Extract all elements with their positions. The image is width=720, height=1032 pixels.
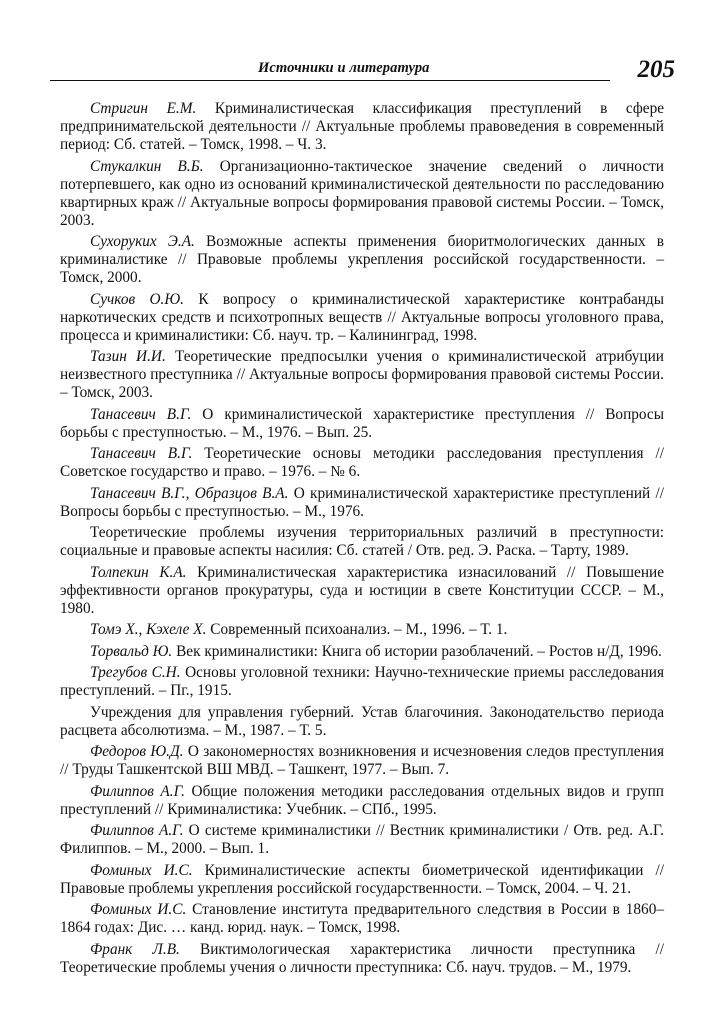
bibliography-entry	[60, 348, 664, 406]
bibliography-entry	[60, 406, 664, 446]
entry-text: Современный психоанализ. – М., 1996. – Т. 1.	[206, 621, 508, 638]
entry-author: Танасевич В.Г.	[90, 445, 193, 462]
bibliography-entry	[60, 564, 664, 622]
entry-text: О криминалистической характеристике преступлений // Вопросы борьбы с преступностью. – М., 1976.	[60, 484, 665, 520]
bibliography-entry	[60, 743, 664, 783]
bibliography-entry	[60, 704, 664, 744]
entry-text: К вопросу о криминалистической характеристике контрабанды наркотических средств и психотропных веществ // Актуальные вопросы уголовного права, процесса и криминалистики: Сб. науч. тр. – Калининград, 1998.	[60, 290, 664, 344]
bibliography-entry	[60, 822, 664, 862]
entry-text: Становление института предварительного следствия в России в 1860–1864 годах: Дис. … канд. юрид. наук. – Томск, 1998.	[60, 901, 664, 936]
entry-text: Учреждения для управления губерний. Устав благочиния. Законодательство периода расцвета абсолютизма. – М., 1987. – Т. 5.	[60, 703, 664, 739]
entry-author: Трегубов С.Н.	[90, 664, 181, 681]
entry-author: Танасевич В.Г.	[90, 405, 192, 423]
entry-author: Сухоруких Э.А.	[90, 233, 195, 250]
entry-author: Тазин И.И.	[90, 348, 166, 365]
running-header	[50, 56, 675, 90]
entry-text: Теоретические проблемы изучения территориальных различий в преступности: социальные и правовые аспекты насилия: Сб. статей / Отв. ред. Э. Раска. – Тарту, 1989.	[60, 524, 664, 559]
bibliography-entry	[60, 621, 664, 643]
bibliography-entry	[60, 664, 664, 704]
entry-text: Возможные аспекты применения биоритмологических данных в криминалистике // Правовые проблемы укрепления российской государственности. – Томск, 2000.	[60, 233, 664, 286]
entry-author: Торвальд Ю.	[90, 642, 173, 660]
page-number: 205	[637, 56, 675, 83]
bibliography-entry	[60, 524, 664, 564]
entry-text: Век криминалистики: Книга об истории разоблачений. – Ростов н/Д, 1996.	[172, 642, 662, 660]
bibliography-entry	[60, 100, 664, 158]
running-title: Источники и литература	[258, 60, 430, 76]
entry-author: Сучков О.Ю.	[90, 290, 184, 308]
entry-author: Федоров Ю.Д.	[90, 743, 184, 760]
entry-author: Франк Л.В.	[90, 940, 180, 958]
entry-text: Теоретические основы методики расследования преступления // Советское государство и право. – 1976. – № 6.	[60, 445, 665, 480]
bibliography-entry	[60, 233, 664, 291]
entry-text: Виктимологическая характеристика личности преступника // Теоретические проблемы учения о личности преступника: Сб. науч. трудов. – М., 1979.	[60, 940, 664, 976]
entry-text: Организационно-тактическое значение сведений о личности потерпевшего, как одно из оснований криминалистической деятельности по расследованию квартирных краж // Актуальные вопросы формирования правовой системы России. – Томск, 2003.	[60, 157, 664, 229]
entry-author: Танасевич В.Г., Образцов В.А.	[90, 484, 289, 502]
entry-text: Общие положения методики расследования отдельных видов и групп преступлений // Криминалистика: Учебник. – СПб., 1995.	[60, 782, 664, 818]
bibliography-entry	[60, 643, 664, 665]
entry-author: Стукалкин В.Б.	[90, 157, 204, 175]
entry-text: Криминалистическая характеристика изнасилований // Повышение эффективности органов прокуратуры, суда и юстиции в свете Конституции СССР. – М., 1980.	[60, 563, 664, 617]
bibliography-entry	[60, 901, 664, 941]
entry-author: Толпекин К.А.	[90, 563, 187, 581]
bibliography-entry	[60, 485, 664, 525]
entry-author: Томэ Х., Кэхеле Х.	[90, 621, 207, 638]
entry-text: О системе криминалистики // Вестник криминалистики / Отв. ред. А.Г. Филиппов. – М., 2000. – Вып. 1.	[60, 822, 664, 857]
bibliography-list	[60, 100, 664, 980]
bibliography-entry	[60, 291, 664, 349]
entry-author: Филиппов А.Г.	[90, 822, 184, 839]
bibliography-entry	[60, 158, 664, 234]
entry-text: Криминалистическая классификация преступлений в сфере предпринимательской деятельности // Актуальные проблемы правоведения в современный период: Сб. статей. – Томск, 1998. – Ч. 3.	[60, 100, 665, 153]
entry-text: О криминалистической характеристике преступления // Вопросы борьбы с преступностью. – М., 1976. – Вып. 25.	[60, 405, 664, 441]
header-divider	[50, 80, 610, 81]
entry-text: Теоретические предпосылки учения о криминалистической атрибуции неизвестного преступника // Актуальные вопросы формирования правовой системы России. – Томск, 2003.	[60, 348, 664, 401]
entry-text: Криминалистические аспекты биометрической идентификации // Правовые проблемы укрепления российской государственности. – Томск, 2004. – Ч. 21.	[60, 861, 664, 897]
entry-author: Фоминых И.С.	[90, 861, 193, 879]
entry-text: О закономерностях возникновения и исчезновения следов преступления // Труды Ташкентской ВШ МВД. – Ташкент, 1977. – Вып. 7.	[60, 743, 664, 778]
bibliography-entry	[60, 862, 664, 902]
bibliography-entry	[60, 445, 664, 485]
bibliography-entry	[60, 783, 664, 823]
entry-text: Основы уголовной техники: Научно-технические приемы расследования преступлений. – Пг., 1915.	[60, 664, 664, 699]
entry-author: Филиппов А.Г.	[90, 782, 185, 800]
entry-author: Фоминых И.С.	[90, 901, 187, 918]
bibliography-entry	[60, 941, 664, 981]
entry-author: Стригин Е.М.	[90, 100, 197, 117]
